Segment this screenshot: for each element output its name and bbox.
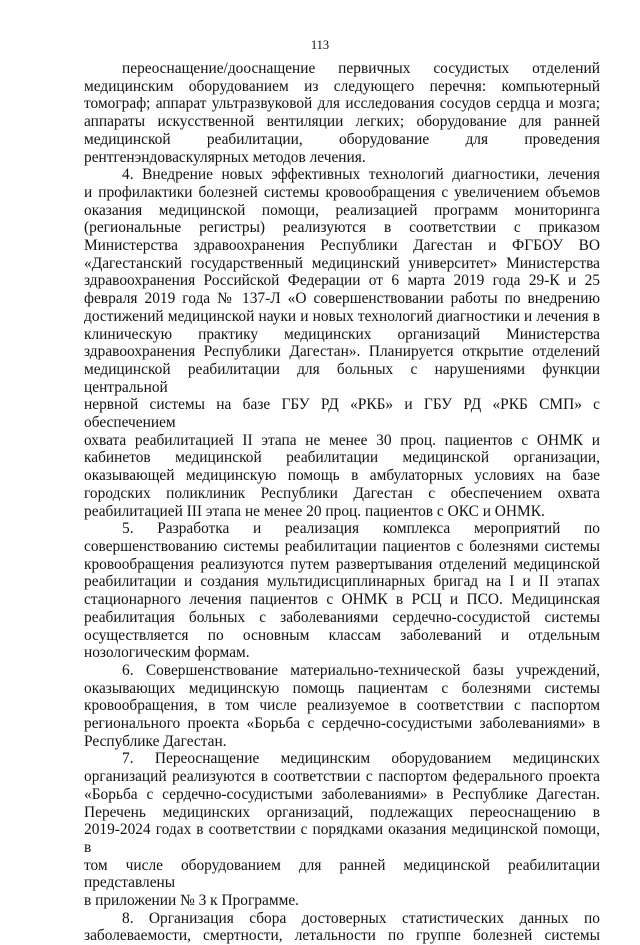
paragraph xyxy=(84,750,600,909)
text-line: в приложении № 3 к Программе. xyxy=(84,892,299,910)
text-line: 5. Разработка и реализация комплекса мероприятий по xyxy=(122,520,600,538)
text-line: Республике Дагестан. xyxy=(84,732,227,750)
text-line: 4. Внедрение новых эффективных технологий диагностики, лечения xyxy=(122,166,600,184)
paragraph xyxy=(84,662,600,751)
text-line: «Дагестанский государственный медицинский университет» Министерства xyxy=(84,254,600,272)
text-line: и профилактики болезней системы кровообращения с увеличением объемов xyxy=(84,183,600,201)
paragraph xyxy=(84,520,600,662)
text-line: февраля 2019 года № 137-Л «О совершенствовании работы по внедрению xyxy=(84,290,600,308)
text-line: здравоохранения Российской Федерации от 6 марта 2019 года 29-К и 25 xyxy=(84,272,600,290)
text-line: 7. Переоснащение медицинским оборудованием медицинских xyxy=(122,750,600,768)
text-line: медицинской реабилитации для больных с нарушениями функции центральной xyxy=(84,360,600,396)
text-line: нозологическим формам. xyxy=(84,644,250,662)
text-line: стационарного лечения пациентов с ОНМК в РСЦ и ПСО. Медицинская xyxy=(84,591,600,609)
text-line: 8. Организация сбора достоверных статистических данных по xyxy=(122,909,600,927)
text-line: организаций реализуются в соответствии с паспортом федерального проекта xyxy=(84,768,600,786)
text-line: Министерства здравоохранения Республики Дагестан и ФГБОУ ВО xyxy=(84,237,600,255)
paragraph xyxy=(84,166,600,520)
text-line: 6. Совершенствование материально-технической базы учреждений, xyxy=(122,661,600,679)
text-line: кровообращения реализуются путем развертывания отделений медицинской xyxy=(84,555,600,573)
text-line: реабилитации и создания мультидисциплинарных бригад на I и II этапах xyxy=(84,573,600,591)
text-line: медицинской реабилитации, оборудование для проведения xyxy=(84,130,600,148)
text-line: достижений медицинской науки и новых технологий диагностики и лечения в xyxy=(84,307,600,325)
text-line: заболеваемости, смертности, летальности по группе болезней системы xyxy=(84,927,600,945)
text-line: «Борьба с сердечно-сосудистыми заболеваниями» в Республике Дагестан. xyxy=(84,785,600,803)
text-line: (региональные регистры) реализуются в соответствии с приказом xyxy=(84,219,600,237)
text-line: оказывающих медицинскую помощь пациентам с болезнями системы xyxy=(84,679,600,697)
text-line: переоснащение/дооснащение первичных сосудистых отделений xyxy=(122,60,600,77)
text-line: городских поликлиник Республики Дагестан с обеспечением охвата xyxy=(84,484,600,502)
text-line: регионального проекта «Борьба с сердечно-сосудистыми заболеваниями» в xyxy=(84,715,600,733)
text-line: реабилитацией III этапа не менее 20 проц. пациентов с ОКС и ОНМК. xyxy=(84,502,545,520)
text-line: охвата реабилитацией II этапа не менее 30 проц. пациентов с ОНМК и xyxy=(84,431,600,449)
text-line: том числе оборудованием для ранней медицинской реабилитации представлены xyxy=(84,856,600,892)
text-line: клиническую практику медицинских организаций Министерства xyxy=(84,325,600,343)
text-line: 2019-2024 годах в соответствии с порядками оказания медицинской помощи, в xyxy=(84,821,600,856)
text-line: кровообращения, в том числе реализуемое в соответствии с паспортом xyxy=(84,697,600,715)
text-line: медицинским оборудованием из следующего перечня: компьютерный xyxy=(84,77,600,95)
text-line: совершенствованию системы реабилитации пациентов с болезнями системы xyxy=(84,537,600,555)
text-line: рентгенэндоваскулярных методов лечения. xyxy=(84,148,366,166)
text-line: томограф; аппарат ультразвуковой для исследования сосудов сердца и мозга; xyxy=(84,95,600,113)
text-line: осуществляется по основным классам заболеваний и отдельным xyxy=(84,626,600,644)
text-line: Перечень медицинских организаций, подлежащих переоснащению в xyxy=(84,803,600,821)
text-line: кабинетов медицинской реабилитации медицинской организации, xyxy=(84,449,600,467)
text-line: здравоохранения Республики Дагестан». Планируется открытие отделений xyxy=(84,343,600,361)
paragraph xyxy=(84,910,600,945)
document-body xyxy=(84,60,600,945)
text-line: реабилитация больных с заболеваниями сердечно-сосудистой системы xyxy=(84,608,600,626)
text-line: оказывающей медицинскую помощь в амбулаторных условиях на базе xyxy=(84,467,600,485)
text-line: оказания медицинской помощи, реализацией программ мониторинга xyxy=(84,201,600,219)
paragraph xyxy=(84,60,600,166)
page-number: 113 xyxy=(310,38,330,52)
text-line: нервной системы на базе ГБУ РД «РКБ» и ГБУ РД «РКБ СМП» с обеспечением xyxy=(84,396,600,432)
text-line: аппараты искусственной вентиляции легких; оборудование для ранней xyxy=(84,113,600,131)
